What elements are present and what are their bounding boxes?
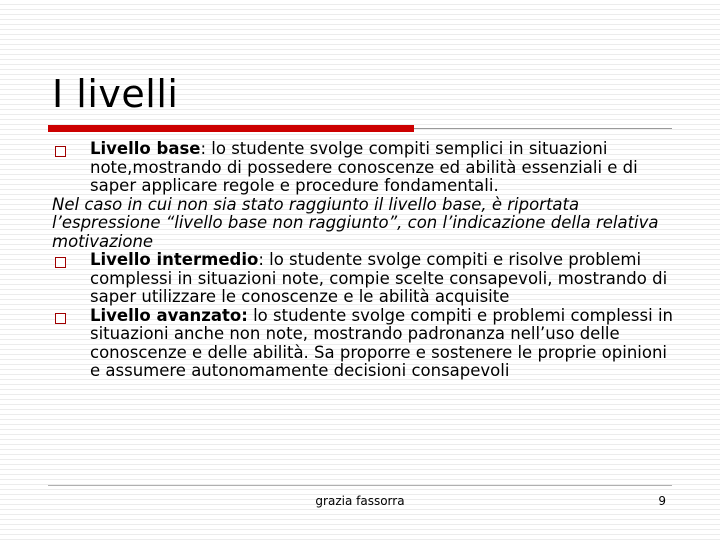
level-description: lo studente svolge compiti e problemi complessi in situazioni anche non note, mostrando padronanza nell’uso delle conoscenze e delle abilità. Sa proporre e sostenere le proprie opinioni e assumere autonomamente decisioni consapevoli [90, 305, 674, 380]
footer-divider [48, 485, 672, 486]
list-item [52, 307, 677, 381]
square-bullet-icon [55, 257, 66, 268]
slide-body [52, 140, 677, 381]
level-description: : lo studente svolge compiti e risolve problemi complessi in situazioni note, compie scelte consapevoli, mostrando di saper utilizzare le conoscenze e le abilità acquisite [90, 250, 668, 306]
slide-title: I livelli [52, 72, 179, 116]
footer-author: grazia fassorra [315, 494, 405, 508]
level-label: Livello base [90, 139, 201, 158]
list-item [52, 140, 677, 196]
square-bullet-icon [55, 313, 66, 324]
title-accent-bar [48, 125, 414, 132]
page-number: 9 [658, 494, 666, 508]
level-label: Livello avanzato: [90, 305, 248, 325]
note-text: Nel caso in cui non sia stato raggiunto il livello base, è riportata l’espressione “livello base non raggiunto”, con l’indicazione della relativa motivazione [52, 194, 659, 251]
title-divider [414, 128, 672, 129]
level-description: : lo studente svolge compiti semplici in situazioni note,mostrando di possedere conoscenze ed abilità essenziali e di saper applicare regole e procedure fondamentali. [90, 139, 638, 195]
level-label: Livello intermedio [90, 250, 259, 269]
square-bullet-icon [55, 146, 66, 157]
list-item [52, 251, 677, 307]
